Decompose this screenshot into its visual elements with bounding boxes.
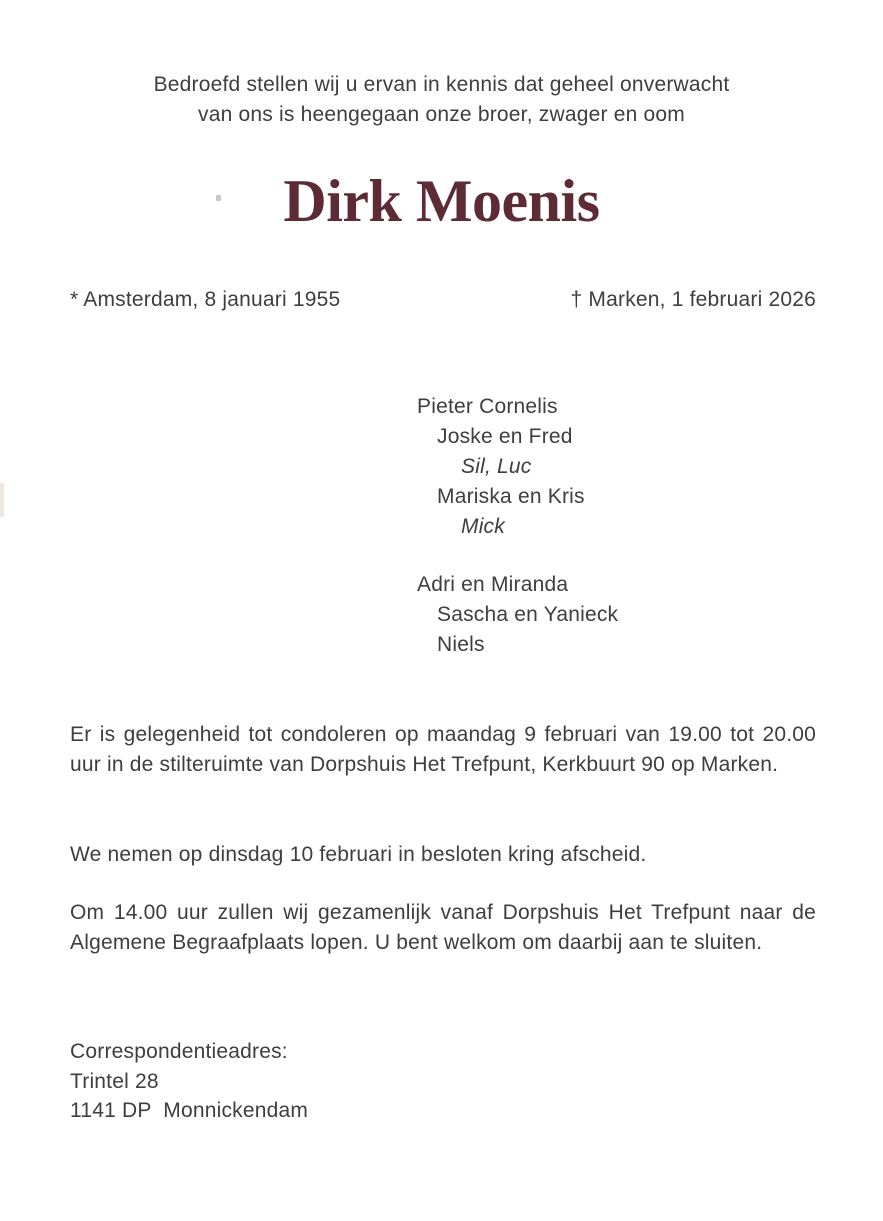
intro-line-2: van ons is heengegaan onze broer, zwager en oom bbox=[198, 103, 685, 126]
correspondence-postal-city: 1141 DP Monnickendam bbox=[70, 1099, 309, 1122]
intro-line-1: Bedroefd stellen wij u ervan in kennis dat geheel onverwacht bbox=[153, 73, 730, 96]
birth-date: * Amsterdam, 8 januari 1955 bbox=[70, 288, 341, 311]
correspondence-street: Trintel 28 bbox=[70, 1069, 159, 1093]
condolence-info-paragraph: Er is gelegenheid tot condoleren op maandag 9 februari van 19.00 tot 20.00 uur in de stilteruimte van Dorpshuis Het Trefpunt, Kerkbuurt 90 op Marken. bbox=[70, 723, 816, 776]
correspondence-address bbox=[70, 1037, 308, 1126]
relatives-group-1 bbox=[417, 392, 585, 542]
life-dates bbox=[70, 285, 816, 315]
intro-text bbox=[0, 70, 883, 130]
relatives-group-2 bbox=[417, 570, 618, 660]
relative-name: Niels bbox=[437, 633, 485, 656]
relative-name: Mick bbox=[461, 515, 505, 538]
relative-name: Adri en Miranda bbox=[417, 573, 569, 596]
relative-name: Sil, Luc bbox=[461, 455, 532, 478]
death-date: † Marken, 1 februari 2026 bbox=[570, 288, 816, 311]
relative-name: Mariska en Kris bbox=[437, 485, 585, 508]
private-farewell-paragraph: We nemen op dinsdag 10 februari in besloten kring afscheid. bbox=[70, 843, 647, 866]
correspondence-label: Correspondentieadres: bbox=[70, 1040, 288, 1063]
procession-info-paragraph: Om 14.00 uur zullen wij gezamenlijk vanaf Dorpshuis Het Trefpunt naar de Algemene Begraafplaats lopen. U bent welkom om daarbij aan te sluiten. bbox=[70, 901, 816, 954]
relative-name: Pieter Cornelis bbox=[417, 395, 558, 418]
deceased-name: Dirk Moenis bbox=[283, 168, 600, 234]
relative-name: Joske en Fred bbox=[437, 425, 573, 448]
relative-name: Sascha en Yanieck bbox=[437, 603, 619, 626]
scan-edge-mark bbox=[0, 483, 4, 517]
